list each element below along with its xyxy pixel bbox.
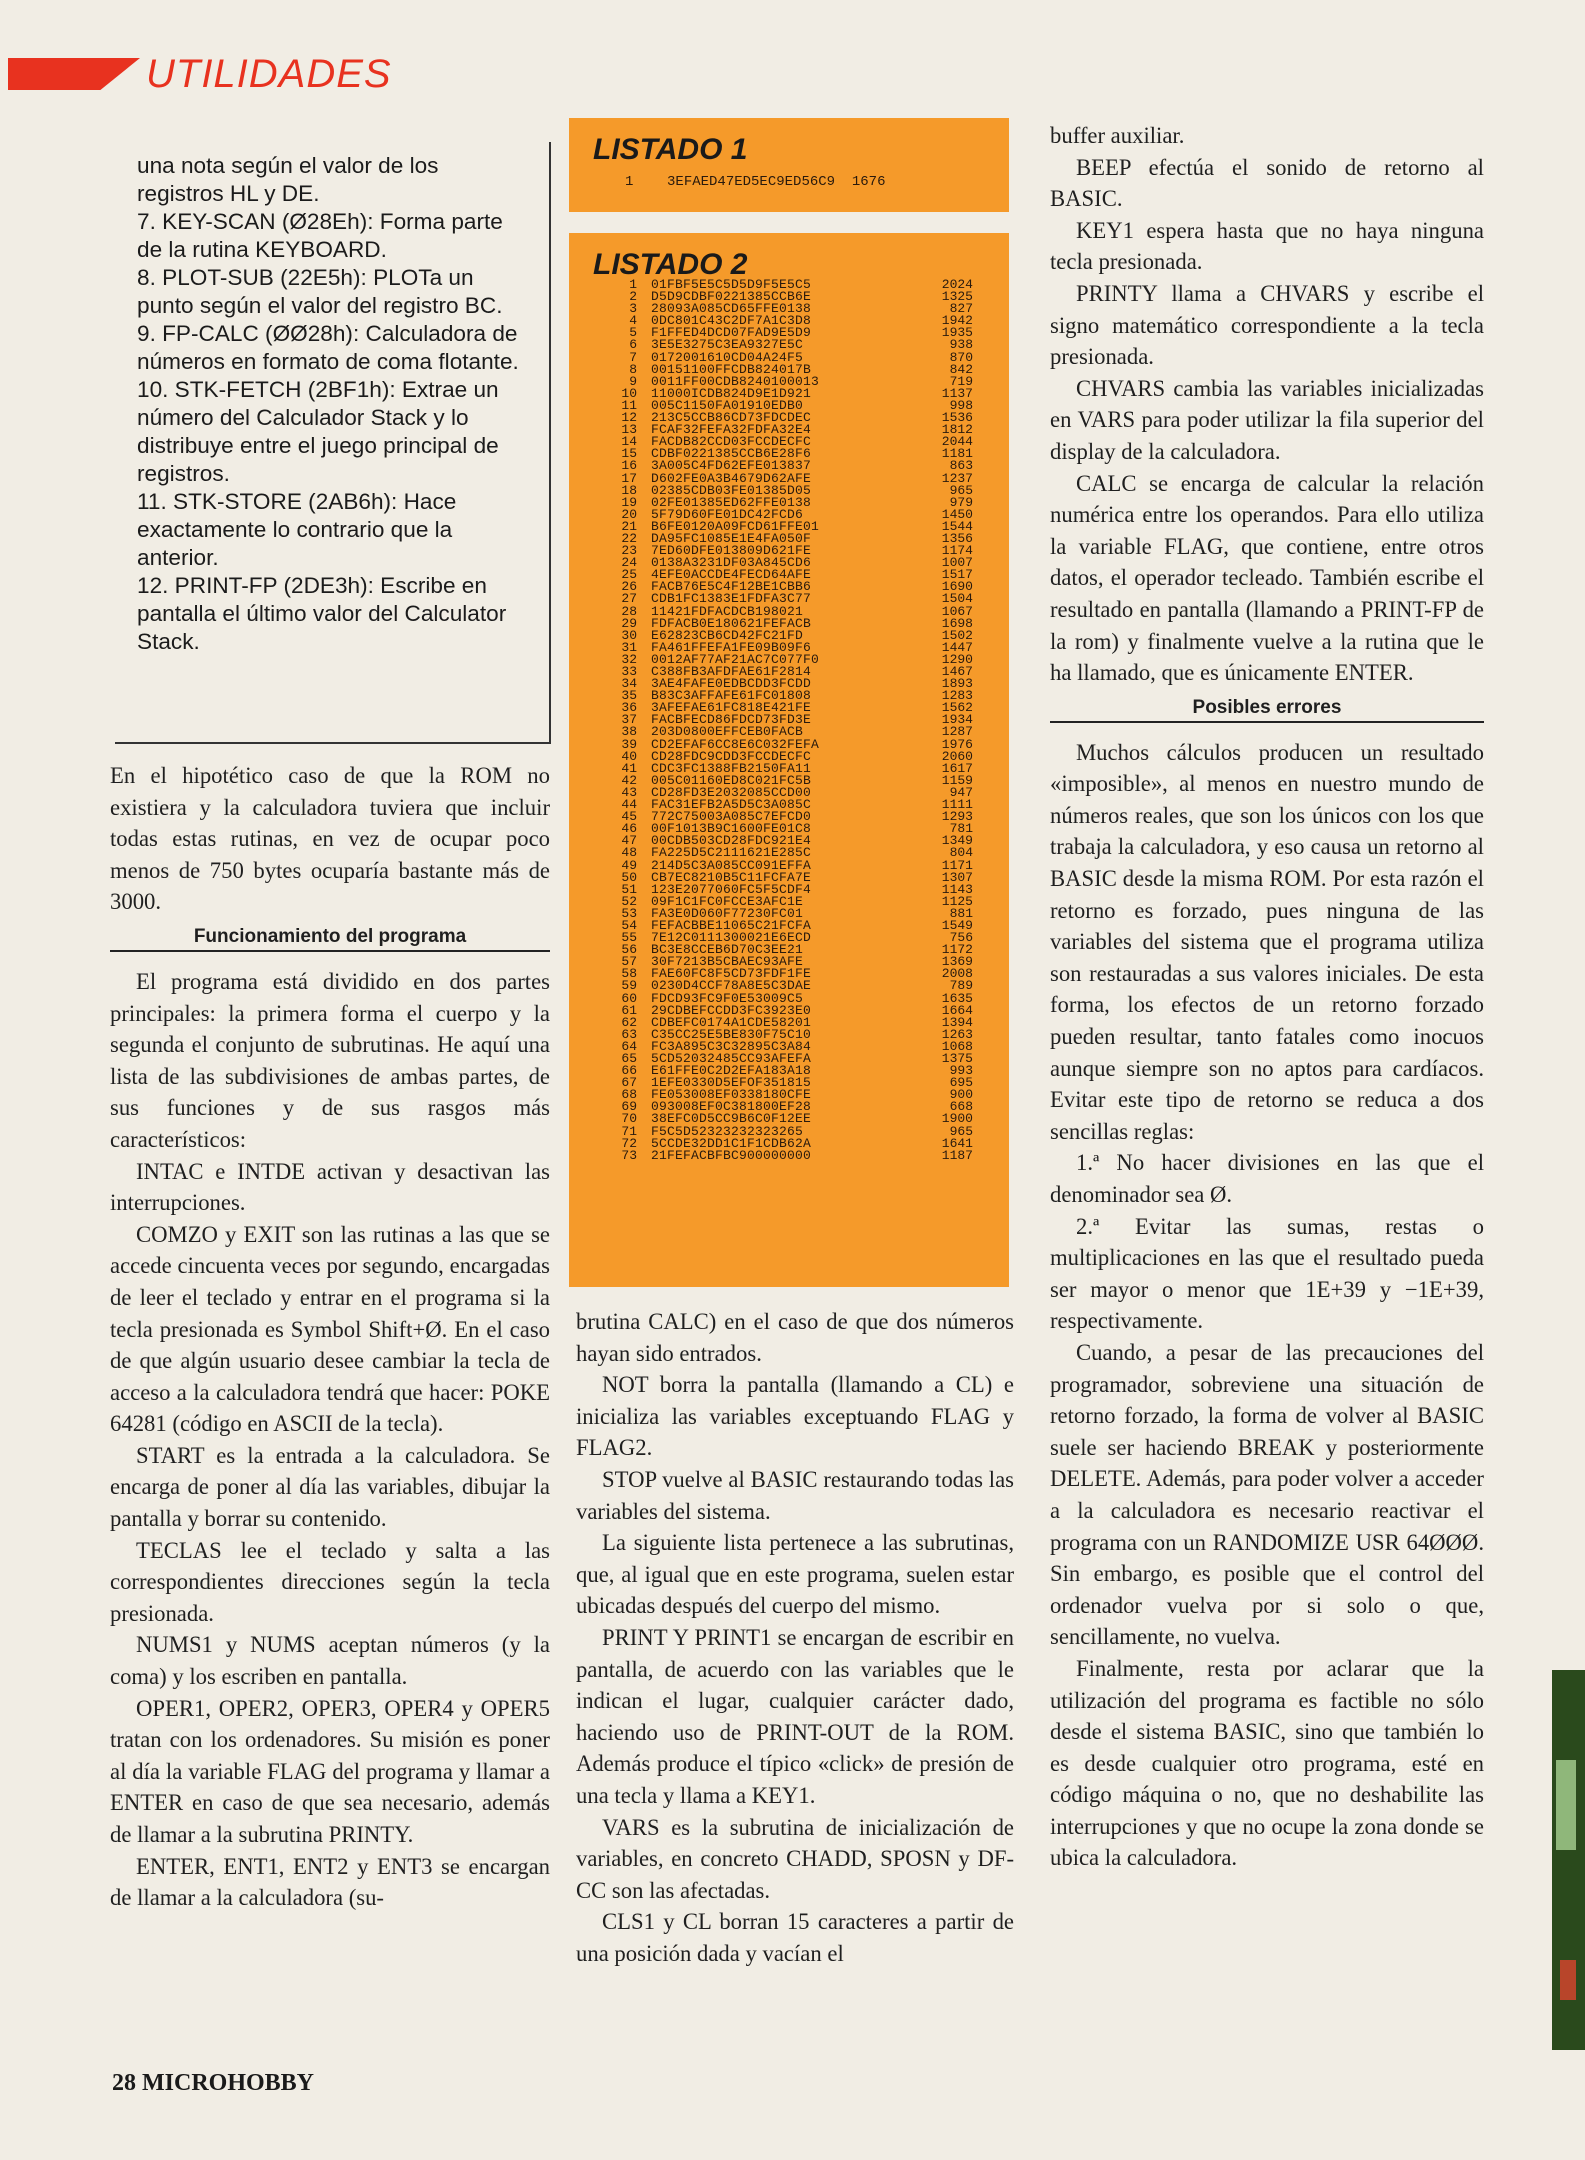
line-number: 66	[621, 1063, 637, 1079]
line-number: 12	[621, 410, 637, 426]
listing-row	[613, 1147, 973, 1163]
hex-data: FC3A895C3C32895C3A84	[651, 1038, 812, 1054]
paragraph: buffer auxiliar.	[1050, 123, 1185, 148]
hex-data: 213C5CCB86CD73FDCDEC	[651, 410, 812, 426]
hex-data: 4EFE0ACCDE4FECD64AFE	[651, 567, 812, 583]
checksum: 1394	[941, 1014, 973, 1030]
hex-data: 0172001610CD04A24F5	[651, 349, 804, 365]
checksum: 668	[949, 1099, 973, 1115]
line-number: 70	[621, 1111, 637, 1127]
hex-data: F1FFED4DCD07FAD9E5D9	[651, 325, 812, 341]
checksum: 1181	[941, 446, 973, 462]
section-heading: Posibles errores	[1050, 695, 1484, 723]
checksum: 1159	[941, 772, 973, 788]
hex-data: CDC3FC1388FB2150FA11	[651, 760, 812, 776]
checksum: 827	[949, 301, 973, 317]
hex-data: FAC31EFB2A5D5C3A085C	[651, 797, 812, 813]
line-number: 31	[621, 639, 637, 655]
hex-data: 5CCDE32DD1C1F1CDB62A	[651, 1135, 812, 1151]
line-number: 53	[621, 905, 637, 921]
checksum: 1349	[941, 833, 973, 849]
checksum: 1641	[941, 1135, 973, 1151]
line-number: 6	[629, 337, 637, 353]
line-number: 41	[621, 760, 637, 776]
hex-data: B83C3AFFAFE61FC01808	[651, 688, 812, 704]
listing-2	[569, 233, 1009, 1287]
hex-data: 29CDBEFCCDD3FC3923E0	[651, 1002, 812, 1018]
hex-data: 0DC801C43C2DF7A1C3D8	[651, 313, 812, 329]
paragraph: El programa está dividido en dos partes principales: la primera forma el cuerpo y la segunda el conjunto de subrutinas. He aquí una lista de las subdivisiones de ambas partes, de sus funciones y de sus rasgos más característicos:	[110, 968, 550, 1152]
line-number: 71	[621, 1123, 637, 1139]
checksum: 1934	[941, 712, 973, 728]
checksum: 1635	[941, 990, 973, 1006]
hex-data: 3AE4FAFE0EDBCDD3FCDD	[651, 676, 812, 692]
line-number: 44	[621, 797, 637, 813]
checksum: 1307	[941, 869, 973, 885]
routine-item: 11. STK-STORE (2AB6h): Hace exactamente lo contrario que la anterior.	[137, 489, 457, 570]
line-number: 30	[621, 627, 637, 643]
paragraph: CLS1 y CL borran 15 caracteres a partir de una posición dada y vacían el	[576, 1909, 1014, 1966]
paragraph: NUMS1 y NUMS aceptan números (y la coma) y los escriben en pantalla.	[110, 1632, 550, 1690]
line-number: 51	[621, 881, 637, 897]
adjacent-page-detail	[1560, 1960, 1576, 2000]
hex-data: 005C01160ED8C021FC5B	[651, 772, 812, 788]
line-number: 10	[621, 385, 637, 401]
checksum: 1676	[851, 174, 886, 190]
line-number: 1	[625, 174, 634, 190]
checksum: 998	[949, 397, 973, 413]
paragraph: ENTER, ENT1, ENT2 y ENT3 se encargan de llamar a la calculadora (su-	[110, 1853, 550, 1911]
hex-data: E61FFE0C2D2EFA183A18	[651, 1063, 812, 1079]
hex-data: FE053008EF0338180CFE	[651, 1087, 812, 1103]
listing-title: LISTADO 2	[593, 248, 748, 281]
hex-data: D602FE0A3B4679D62AFE	[651, 470, 812, 486]
checksum: 965	[949, 482, 973, 498]
line-number: 72	[621, 1135, 637, 1151]
line-number: 65	[621, 1051, 637, 1066]
paragraph: BEEP efectúa el sonido de retorno al BASIC.	[1050, 154, 1484, 212]
line-number: 1	[629, 277, 637, 292]
line-number: 40	[621, 748, 637, 764]
line-number: 20	[621, 506, 637, 522]
hex-data: CB7EC8210B5C11FCFA7E	[651, 869, 812, 885]
line-number: 18	[621, 482, 637, 498]
hex-data: 0138A3231DF03A845CD6	[651, 555, 812, 571]
checksum: 979	[949, 494, 973, 510]
checksum: 1900	[941, 1111, 973, 1127]
column-middle	[576, 1306, 1014, 1969]
line-number: 23	[621, 543, 637, 559]
routine-list-box	[115, 142, 551, 744]
checksum: 1375	[941, 1051, 973, 1066]
section-marker	[8, 58, 140, 90]
checksum: 781	[949, 821, 973, 837]
checksum: 1562	[941, 700, 973, 716]
hex-data: 0011FF00CDB8240100013	[651, 373, 820, 389]
checksum: 1450	[941, 506, 973, 522]
line-number: 24	[621, 555, 637, 571]
paragraph: Finalmente, resta por aclarar que la utilización del programa es factible no sólo desde el sistema BASIC, sino que también lo es desde cualquier otro programa, esté en código máquina o no, que no deshabilite las interrupciones y que no ocupe la zona donde se ubica la calculadora.	[1050, 1655, 1484, 1871]
hex-data: CDBF0221385CCB6E28F6	[651, 446, 812, 462]
checksum: 1504	[941, 591, 973, 607]
checksum: 1125	[941, 893, 973, 909]
line-number: 36	[621, 700, 637, 716]
line-number: 62	[621, 1014, 637, 1030]
line-number: 28	[621, 603, 637, 619]
hex-data: 11421FDFACDCB198021	[651, 603, 804, 619]
hex-data: 3EFAED47ED5EC9ED56C9	[667, 174, 836, 190]
paragraph: CALC se encarga de calcular la relación numérica entre los operandos. Para ello utiliza la variable FLAG, que contiene, entre otros datos, el operador tecleado. También escribe el resultado en pantalla (llamando a PRINT-FP de la rom) y finalmente vuelve a la rutina que le ha llamado, que es únicamente ENTER.	[1050, 470, 1484, 686]
paragraph: 2.ª Evitar las sumas, restas o multiplicaciones en las que el resultado pueda ser mayor o menor que 1E+39 y −1E+39, respectivamente.	[1050, 1213, 1484, 1334]
paragraph: START es la entrada a la calculadora. Se encarga de poner al día las variables, dibujar la pantalla y borrar su contenido.	[110, 1442, 550, 1532]
checksum: 1690	[941, 579, 973, 595]
line-number: 5	[629, 325, 637, 341]
checksum: 1290	[941, 651, 973, 667]
hex-data: 00CDB503CD28FDC921E4	[651, 833, 812, 849]
line-number: 55	[621, 930, 637, 946]
checksum: 1356	[941, 530, 973, 546]
routine-item: 7. KEY-SCAN (Ø28Eh): Forma parte de la rutina KEYBOARD.	[137, 209, 503, 262]
line-number: 2	[629, 289, 637, 305]
paragraph: CHVARS cambia las variables inicializadas en VARS para poder utilizar la fila superior del display de la calculadora.	[1050, 375, 1484, 464]
hex-data: CDBEFC0174A1CDE58201	[651, 1014, 812, 1030]
checksum: 719	[949, 373, 973, 389]
checksum: 1369	[941, 954, 973, 970]
paragraph: En el hipotético caso de que la ROM no existiera y la calculadora tuviera que incluir todas estas rutinas, en vez de ocupar poco menos de 750 bytes ocuparía bastante más de 3000.	[110, 763, 550, 915]
checksum: 789	[949, 978, 973, 994]
paragraph: PRINTY llama a CHVARS y escribe el signo matemático correspondiente a la tecla presionada.	[1050, 280, 1484, 370]
checksum: 870	[949, 349, 973, 365]
checksum: 1007	[941, 555, 973, 571]
hex-data: C35CC25E5BE830F75C10	[651, 1026, 812, 1042]
paragraph: VARS es la subrutina de inicialización de variables, en concreto CHADD, SPOSN y DF-CC son las afectadas.	[576, 1814, 1014, 1903]
hex-data: CD2EFAF6CC8E6C032FEFA	[651, 736, 820, 752]
line-number: 22	[621, 530, 637, 546]
paragraph: STOP vuelve al BASIC restaurando todas las variables del sistema.	[576, 1466, 1014, 1524]
hex-data: FCAF32FEFA32FDFA32E4	[651, 422, 812, 438]
column-right	[1050, 120, 1484, 1874]
checksum: 1174	[941, 543, 973, 559]
checksum: 1549	[941, 917, 973, 933]
hex-data: FDCD93FC9F0E53009C5	[651, 990, 804, 1006]
hex-data: CD28FD3E2032085CCD00	[651, 784, 812, 800]
line-number: 49	[621, 857, 637, 873]
checksum: 1287	[941, 724, 973, 740]
hex-data: F5C5D52323232323265	[651, 1123, 804, 1139]
paragraph: Cuando, a pesar de las precauciones del programador, sobreviene una situación de retorno forzado, la forma de volver al BASIC suele ser haciendo BREAK y posteriormente DELETE. Además, para poder volver a acceder a la calculadora es necesario reactivar el programa con un RANDOMIZE USR 64ØØØ. Sin embargo, es posible que el control del ordenador vuelva por si solo o que, sencillamente, no vuelva.	[1050, 1339, 1484, 1650]
line-number: 69	[621, 1099, 637, 1115]
paragraph: La siguiente lista pertenece a las subrutinas, que, al igual que en este programa, suelen estar ubicadas después del cuerpo del mismo.	[576, 1530, 1014, 1619]
line-number: 19	[621, 494, 637, 510]
checksum: 1976	[941, 736, 973, 752]
checksum: 1698	[941, 615, 973, 631]
hex-data: 7E12C0111300021E6ECD	[651, 930, 812, 946]
section-heading: Funcionamiento del programa	[110, 924, 550, 952]
line-number: 39	[621, 736, 637, 752]
checksum: 965	[949, 1123, 973, 1139]
routine-item: 8. PLOT-SUB (22E5h): PLOTa un punto según el valor del registro BC.	[137, 265, 503, 318]
hex-data: FA461FFEFA1FE09B09F6	[651, 639, 812, 655]
line-number: 9	[629, 373, 637, 389]
checksum: 1325	[941, 289, 973, 305]
checksum: 842	[949, 361, 973, 377]
paragraph: COMZO y EXIT son las rutinas a las que se accede cincuenta veces por segundo, encargadas de leer el teclado y entrar en el programa si la tecla presionada es Symbol Shift+Ø. En el caso de que algún usuario desee cambiar la tecla de acceso a la calculadora tendrá que hacer: POKE 64281 (código en ASCII de la tecla).	[110, 1221, 550, 1437]
hex-data: 02FE01385ED62FFE0138	[651, 494, 812, 510]
line-number: 63	[621, 1026, 637, 1042]
line-number: 15	[621, 446, 637, 462]
line-number: 7	[629, 349, 637, 365]
line-number: 16	[621, 458, 637, 474]
checksum: 1293	[941, 809, 973, 825]
line-number: 64	[621, 1038, 637, 1054]
routine-item: 10. STK-FETCH (2BF1h): Extrae un número del Calculador Stack y lo distribuye entre el juego principal de registros.	[137, 377, 499, 486]
line-number: 33	[621, 664, 637, 679]
checksum: 1171	[941, 857, 973, 873]
checksum: 695	[949, 1075, 973, 1091]
line-number: 13	[621, 422, 637, 438]
line-number: 56	[621, 942, 637, 958]
routine-item: 12. PRINT-FP (2DE3h): Escribe en pantalla el último valor del Calculator Stack.	[137, 573, 507, 654]
hex-data: FDFACB0E180621FEFACB	[651, 615, 812, 631]
hex-data: 1EFE0330D5EFOF351815	[651, 1075, 812, 1091]
hex-data: B6FE0120A09FCD61FFE01	[651, 518, 820, 534]
checksum: 863	[949, 458, 973, 474]
checksum: 1935	[941, 325, 973, 341]
hex-data: 21FEFACBFBC900000000	[651, 1147, 812, 1163]
paragraph: NOT borra la pantalla (llamando a CL) e inicializa las variables exceptuando FLAG y FLAG2.	[576, 1372, 1014, 1461]
line-number: 29	[621, 615, 637, 631]
hex-data: E62823CB6CD42FC21FD	[651, 627, 804, 643]
hex-data: 0230D4CCF78A8E5C3DAE	[651, 978, 812, 994]
hex-data: 0012AF77AF21AC7C077F0	[651, 651, 820, 667]
adjacent-page-detail	[1556, 1760, 1576, 1850]
paragraph: brutina CALC) en el caso de que dos números hayan sido entrados.	[576, 1309, 1014, 1366]
line-number: 73	[621, 1147, 637, 1163]
paragraph: INTAC e INTDE activan y desactivan las interrupciones.	[110, 1158, 550, 1216]
line-number: 37	[621, 712, 637, 728]
checksum: 938	[949, 337, 973, 353]
hex-data: DA95FC1085E1E4FA050F	[651, 530, 812, 546]
checksum: 1237	[941, 470, 973, 486]
line-number: 58	[621, 966, 637, 982]
checksum: 1111	[941, 797, 973, 813]
line-number: 34	[621, 676, 637, 692]
hex-data: 28093A085CD65FFE0138	[651, 301, 812, 317]
hex-data: C388FB3AFDFAE61F2814	[651, 664, 812, 679]
hex-data: 5CD52032485CC93AFEFA	[651, 1051, 812, 1066]
paragraph: Muchos cálculos producen un resultado «imposible», al menos en nuestro mundo de números reales, que son los únicos con los que trabaja la calculadora, y eso causa un retorno al BASIC desde la misma ROM. Por esta razón el retorno es forzado, pues ninguna de las variables del sistema que el programa utiliza son restauradas a sus valores iniciales. De esta forma, los efectos de un retorno forzado pueden resultar, tanto fatales como inocuos aunque siempre son no aptos para cardíacos. Evitar este tipo de retorno se reduca a dos sencillas reglas:	[1050, 739, 1484, 1144]
hex-data: D5D9CDBF0221385CCB6E	[651, 289, 812, 305]
checksum: 900	[949, 1087, 973, 1103]
line-number: 67	[621, 1075, 637, 1091]
line-number: 26	[621, 579, 637, 595]
checksum: 1544	[941, 518, 973, 534]
line-number: 35	[621, 688, 637, 704]
line-number: 38	[621, 724, 637, 740]
hex-data: 3E5E3275C3EA9327E5C	[651, 337, 804, 353]
listing-line	[625, 174, 885, 190]
checksum: 2060	[941, 748, 973, 764]
hex-data: FACBFECD86FDCD73FD3E	[651, 712, 812, 728]
checksum: 1664	[941, 1002, 973, 1018]
hex-data: 00151100FFCDB824017B	[651, 361, 812, 377]
checksum: 1502	[941, 627, 973, 643]
line-number: 32	[621, 651, 637, 667]
hex-data: 7ED60DFE013809D621FE	[651, 543, 812, 559]
listing-title: LISTADO 1	[593, 133, 748, 166]
line-number: 59	[621, 978, 637, 994]
hex-data: 3A005C4FD62EFE013837	[651, 458, 812, 474]
routine-item: 9. FP-CALC (ØØ28h): Calculadora de números en formato de coma flotante.	[137, 321, 519, 374]
line-number: 60	[621, 990, 637, 1006]
paragraph: 1.ª No hacer divisiones en las que el denominador sea Ø.	[1050, 1150, 1484, 1207]
hex-data: 38EFC0D5CC9B6C0F12EE	[651, 1111, 812, 1127]
section-title: UTILIDADES	[146, 52, 392, 96]
paragraph: TECLAS lee el teclado y salta a las correspondientes direcciones según la tecla presionada.	[110, 1537, 550, 1626]
paragraph: OPER1, OPER2, OPER3, OPER4 y OPER5 tratan con los ordenadores. Su misión es poner al día la variable FLAG del programa y llamar a ENTER en caso de que sea necesario, además de llamar a la subrutina PRINTY.	[110, 1695, 550, 1847]
line-number: 57	[621, 954, 637, 970]
hex-data: FA225D5C2111621E285C	[651, 845, 812, 861]
checksum: 993	[949, 1063, 973, 1079]
hex-data: FEFACBBE11065C21FCFA	[651, 917, 812, 933]
checksum: 1143	[941, 881, 973, 897]
line-number: 14	[621, 434, 637, 450]
hex-data: FACB76E5C4F12BE1CBB6	[651, 579, 812, 595]
checksum: 1812	[941, 422, 973, 438]
page-footer: 28 MICROHOBBY	[112, 2070, 315, 2096]
line-number: 52	[621, 893, 637, 909]
checksum: 804	[949, 845, 973, 861]
hex-data: 09F1C1FC0FCCE3AFC1E	[651, 893, 804, 909]
line-number: 21	[621, 518, 637, 534]
hex-data: CD28FDC9CDD3FCCDECFC	[651, 748, 812, 764]
checksum: 756	[949, 930, 973, 946]
checksum: 1283	[941, 688, 973, 704]
paragraph: PRINT Y PRINT1 se encargan de escribir en pantalla, de acuerdo con las variables que le indican el lugar, cualquier carácter dado, haciendo uso de PRINT-OUT de la ROM. Además produce el típico «click» de presión de una tecla y llama a KEY1.	[576, 1624, 1014, 1808]
hex-data: 02385CDB03FE01385D05	[651, 482, 812, 498]
line-number: 42	[621, 772, 637, 788]
hex-data: 11000ICDB824D9E1D921	[651, 385, 812, 401]
line-number: 17	[621, 470, 637, 486]
checksum: 1263	[941, 1026, 973, 1042]
checksum: 1467	[941, 664, 973, 679]
hex-data: 5F79D60FE01DC42FCD6	[651, 506, 804, 522]
checksum: 1172	[941, 942, 973, 958]
line-number: 46	[621, 821, 637, 837]
checksum: 1137	[941, 385, 973, 401]
listing-1	[569, 118, 1009, 212]
line-number: 25	[621, 567, 637, 583]
hex-data: 30F7213B5CBAEC93AFE	[651, 954, 804, 970]
hex-data: FA3E0D060F77230FC01	[651, 905, 804, 921]
hex-data: 772C75003A085C7EFCD0	[651, 809, 812, 825]
line-number: 27	[621, 591, 637, 607]
checksum: 1942	[941, 313, 973, 329]
line-number: 11	[621, 397, 637, 413]
hex-data: 093008EF0C381800EF28	[651, 1099, 812, 1115]
line-number: 48	[621, 845, 637, 861]
checksum: 1893	[941, 676, 973, 692]
checksum: 1447	[941, 639, 973, 655]
line-number: 4	[629, 313, 637, 329]
checksum: 2008	[941, 966, 973, 982]
line-number: 54	[621, 917, 637, 933]
hex-data: 005C1150FA01910EDB0	[651, 397, 804, 413]
listing-rows	[613, 279, 973, 1162]
checksum: 1536	[941, 410, 973, 426]
line-number: 8	[629, 361, 637, 377]
line-number: 50	[621, 869, 637, 885]
routine-item: una nota según el valor de los registros HL y DE.	[137, 153, 439, 206]
hex-data: 203D0800EFFCEB0FACB	[651, 724, 804, 740]
hex-data: 01FBF5E5C5D5D9F5E5C5	[651, 277, 812, 292]
line-number: 61	[621, 1002, 637, 1018]
hex-data: CDB1FC1383E1FDFA3C77	[651, 591, 812, 607]
checksum: 2044	[941, 434, 973, 450]
paragraph: KEY1 espera hasta que no haya ninguna tecla presionada.	[1050, 217, 1484, 275]
hex-data: BC3E8CCEB6D70C3EE21	[651, 942, 804, 958]
hex-data: 214D5C3A085CC091EFFA	[651, 857, 812, 873]
line-number: 43	[621, 784, 637, 800]
line-number: 45	[621, 809, 637, 825]
checksum: 947	[949, 784, 973, 800]
hex-data: FAE60FC8F5CD73FDF1FE	[651, 966, 812, 982]
checksum: 1067	[941, 603, 973, 619]
checksum: 2024	[941, 277, 973, 292]
checksum: 1617	[941, 760, 973, 776]
line-number: 47	[621, 833, 637, 849]
line-number: 3	[629, 301, 637, 317]
checksum: 1517	[941, 567, 973, 583]
hex-data: 00F1013B9C1600FE01C8	[651, 821, 812, 837]
hex-data: 3AFEFAE61FC818E421FE	[651, 700, 812, 716]
checksum: 1187	[941, 1147, 973, 1163]
line-number: 68	[621, 1087, 637, 1103]
hex-data: FACDB82CCD03FCCDECFC	[651, 434, 812, 450]
hex-data: 123E2077060FC5F5CDF4	[651, 881, 812, 897]
checksum: 881	[949, 905, 973, 921]
checksum: 1068	[941, 1038, 973, 1054]
column-left	[110, 760, 550, 1914]
